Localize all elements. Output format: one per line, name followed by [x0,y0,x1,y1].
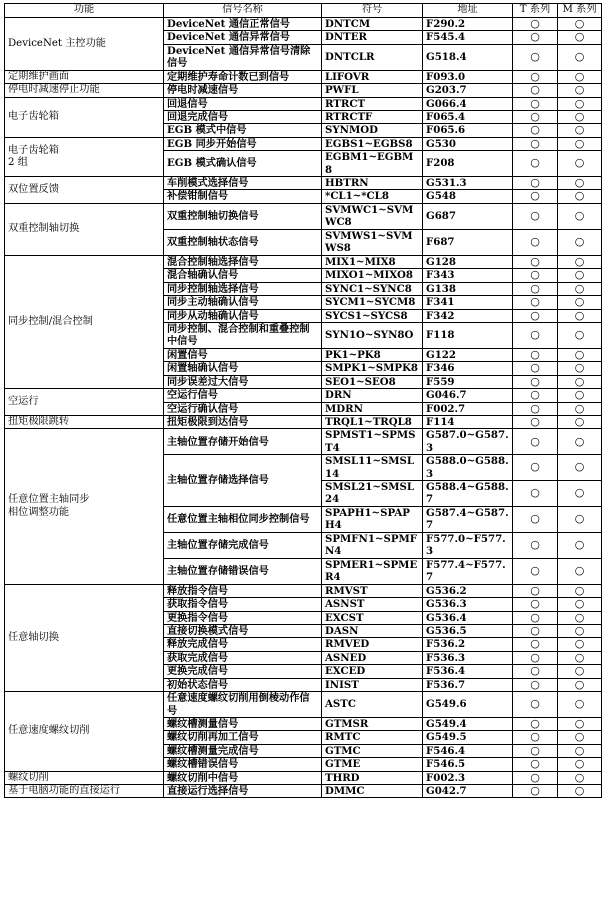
t-series-mark: ○ [513,137,558,150]
symbol-cell: ASTC [322,692,423,718]
m-series-mark: ○ [558,731,602,744]
address-cell: F546.5 [423,758,513,771]
table-row [5,177,602,190]
address-cell: G588.4~G588.7 [423,480,513,506]
t-series-mark: ○ [513,269,558,282]
signal-name-cell: 闲置轴确认信号 [164,362,322,375]
address-cell: G588.0~G588.3 [423,455,513,481]
address-cell: G536.2 [423,584,513,597]
signal-name-cell: 更换完成信号 [164,665,322,678]
t-series-mark: ○ [513,625,558,638]
function-cell: 停电时减速停止功能 [5,84,164,97]
symbol-cell: RMTC [322,731,423,744]
m-series-mark: ○ [558,151,602,177]
t-series-mark: ○ [513,203,558,229]
function-cell: DeviceNet 主控功能 [5,18,164,71]
signal-name-cell: 直接运行选择信号 [164,785,322,798]
address-cell: G687 [423,203,513,229]
m-series-mark: ○ [558,203,602,229]
signal-table [4,3,602,798]
signal-name-cell: 回退信号 [164,97,322,110]
address-cell: F002.3 [423,771,513,784]
m-series-mark: ○ [558,229,602,255]
symbol-cell: DRN [322,389,423,402]
t-series-mark: ○ [513,111,558,124]
t-series-mark: ○ [513,718,558,731]
function-cell: 同步控制/混合控制 [5,255,164,388]
m-series-mark: ○ [558,18,602,31]
table-row [5,389,602,402]
address-cell: F545.4 [423,31,513,44]
header-function: 功能 [5,4,164,18]
address-cell: G042.7 [423,785,513,798]
m-series-mark: ○ [558,402,602,415]
m-series-mark: ○ [558,70,602,83]
function-cell: 任意轴切换 [5,584,164,691]
t-series-mark: ○ [513,18,558,31]
signal-name-cell: EGB 模式中信号 [164,124,322,137]
m-series-mark: ○ [558,651,602,664]
t-series-mark: ○ [513,348,558,361]
symbol-cell: MDRN [322,402,423,415]
table-row [5,137,602,150]
m-series-mark: ○ [558,558,602,584]
header-m-series: M 系列 [558,4,602,18]
signal-name-cell: 补偿钳制信号 [164,190,322,203]
m-series-mark: ○ [558,415,602,428]
t-series-mark: ○ [513,31,558,44]
m-series-mark: ○ [558,598,602,611]
address-cell: F546.4 [423,744,513,757]
symbol-cell: GTME [322,758,423,771]
address-cell: F536.3 [423,651,513,664]
m-series-mark: ○ [558,84,602,97]
symbol-cell: ASNST [322,598,423,611]
address-cell: F118 [423,322,513,348]
table-row [5,692,602,718]
function-cell: 电子齿轮箱 2 组 [5,137,164,176]
header-address: 地址 [423,4,513,18]
t-series-mark: ○ [513,665,558,678]
m-series-mark: ○ [558,758,602,771]
function-cell: 任意速度螺纹切削 [5,692,164,772]
symbol-cell: THRD [322,771,423,784]
symbol-cell: DNTCLR [322,44,423,70]
function-cell: 扭矩极限跳转 [5,415,164,428]
t-series-mark: ○ [513,296,558,309]
t-series-mark: ○ [513,638,558,651]
m-series-mark: ○ [558,532,602,558]
signal-name-cell: 更换指令信号 [164,611,322,624]
address-cell: G203.7 [423,84,513,97]
t-series-mark: ○ [513,532,558,558]
symbol-cell: SPMST1~SPMST4 [322,429,423,455]
signal-name-cell: 同步控制、混合控制和重叠控制中信号 [164,322,322,348]
t-series-mark: ○ [513,255,558,268]
header-signal-name: 信号名称 [164,4,322,18]
symbol-cell: SPMER1~SPMER4 [322,558,423,584]
m-series-mark: ○ [558,625,602,638]
t-series-mark: ○ [513,151,558,177]
address-cell: G587.4~G587.7 [423,506,513,532]
address-cell: F536.7 [423,678,513,691]
address-cell: G066.4 [423,97,513,110]
address-cell: G128 [423,255,513,268]
address-cell: G549.6 [423,692,513,718]
address-cell: G536.5 [423,625,513,638]
symbol-cell: SMSL11~SMSL14 [322,455,423,481]
address-cell: G536.4 [423,611,513,624]
symbol-cell: HBTRN [322,177,423,190]
symbol-cell: EGBM1~EGBM8 [322,151,423,177]
header-t-series: T 系列 [513,4,558,18]
m-series-mark: ○ [558,375,602,388]
address-cell: G549.5 [423,731,513,744]
address-cell: F536.2 [423,638,513,651]
signal-name-cell: 螺纹槽测量信号 [164,718,322,731]
address-cell: F577.0~F577.3 [423,532,513,558]
signal-name-cell: 双重控制轴状态信号 [164,229,322,255]
symbol-cell: SPAPH1~SPAPH4 [322,506,423,532]
signal-name-cell: 直接切换模式信号 [164,625,322,638]
address-cell: G549.4 [423,718,513,731]
t-series-mark: ○ [513,480,558,506]
signal-name-cell: 混合控制轴选择信号 [164,255,322,268]
address-cell: G536.3 [423,598,513,611]
t-series-mark: ○ [513,282,558,295]
signal-name-cell: 主轴位置存储完成信号 [164,532,322,558]
symbol-cell: MIX1~MIX8 [322,255,423,268]
m-series-mark: ○ [558,124,602,137]
function-cell: 空运行 [5,389,164,416]
m-series-mark: ○ [558,269,602,282]
m-series-mark: ○ [558,190,602,203]
t-series-mark: ○ [513,322,558,348]
address-cell: G587.0~G587.3 [423,429,513,455]
signal-name-cell: DeviceNet 通信异常信号 [164,31,322,44]
address-cell: G531.3 [423,177,513,190]
symbol-cell: GTMSR [322,718,423,731]
symbol-cell: LIFOVR [322,70,423,83]
symbol-cell: EGBS1~EGBS8 [322,137,423,150]
address-cell: F114 [423,415,513,428]
address-cell: F559 [423,375,513,388]
m-series-mark: ○ [558,44,602,70]
address-cell: F065.4 [423,111,513,124]
symbol-cell: INIST [322,678,423,691]
signal-name-cell: 同步主动轴确认信号 [164,296,322,309]
t-series-mark: ○ [513,97,558,110]
signal-name-cell: 主轴位置存储选择信号 [164,455,322,507]
m-series-mark: ○ [558,638,602,651]
symbol-cell: SVMWS1~SVMWS8 [322,229,423,255]
symbol-cell: SMSL21~SMSL24 [322,480,423,506]
t-series-mark: ○ [513,309,558,322]
symbol-cell: RMVST [322,584,423,597]
table-row [5,785,602,798]
m-series-mark: ○ [558,31,602,44]
table-row [5,584,602,597]
address-cell: F342 [423,309,513,322]
t-series-mark: ○ [513,758,558,771]
t-series-mark: ○ [513,651,558,664]
signal-name-cell: DeviceNet 通信正常信号 [164,18,322,31]
m-series-mark: ○ [558,584,602,597]
signal-name-cell: 螺纹槽测量完成信号 [164,744,322,757]
symbol-cell: SYN1O~SYN8O [322,322,423,348]
address-cell: F065.6 [423,124,513,137]
signal-name-cell: 任意位置主轴相位同步控制信号 [164,506,322,532]
signal-name-cell: 扭矩极限到达信号 [164,415,322,428]
t-series-mark: ○ [513,402,558,415]
m-series-mark: ○ [558,137,602,150]
t-series-mark: ○ [513,229,558,255]
signal-name-cell: DeviceNet 通信异常信号清除信号 [164,44,322,70]
address-cell: F341 [423,296,513,309]
t-series-mark: ○ [513,611,558,624]
m-series-mark: ○ [558,111,602,124]
m-series-mark: ○ [558,678,602,691]
table-row [5,70,602,83]
signal-name-cell: 释放完成信号 [164,638,322,651]
symbol-cell: PK1~PK8 [322,348,423,361]
t-series-mark: ○ [513,785,558,798]
address-cell: G046.7 [423,389,513,402]
t-series-mark: ○ [513,506,558,532]
t-series-mark: ○ [513,744,558,757]
signal-name-cell: 回退完成信号 [164,111,322,124]
table-row [5,18,602,31]
signal-name-cell: 同步误差过大信号 [164,375,322,388]
header-row [5,4,602,18]
signal-name-cell: EGB 同步开始信号 [164,137,322,150]
t-series-mark: ○ [513,678,558,691]
signal-name-cell: 初始状态信号 [164,678,322,691]
signal-name-cell: 螺纹切削再加工信号 [164,731,322,744]
address-cell: G122 [423,348,513,361]
address-cell: G530 [423,137,513,150]
t-series-mark: ○ [513,362,558,375]
m-series-mark: ○ [558,322,602,348]
t-series-mark: ○ [513,692,558,718]
symbol-cell: EXCST [322,611,423,624]
m-series-mark: ○ [558,429,602,455]
table-row [5,771,602,784]
t-series-mark: ○ [513,389,558,402]
m-series-mark: ○ [558,744,602,757]
m-series-mark: ○ [558,718,602,731]
address-cell: F687 [423,229,513,255]
m-series-mark: ○ [558,282,602,295]
m-series-mark: ○ [558,480,602,506]
t-series-mark: ○ [513,124,558,137]
function-cell: 螺纹切削 [5,771,164,784]
address-cell: F290.2 [423,18,513,31]
signal-name-cell: 释放指令信号 [164,584,322,597]
symbol-cell: SMPK1~SMPK8 [322,362,423,375]
table-row [5,415,602,428]
t-series-mark: ○ [513,429,558,455]
symbol-cell: SEO1~SEO8 [322,375,423,388]
symbol-cell: DASN [322,625,423,638]
m-series-mark: ○ [558,785,602,798]
signal-name-cell: 同步控制轴选择信号 [164,282,322,295]
m-series-mark: ○ [558,255,602,268]
symbol-cell: DNTER [322,31,423,44]
function-cell: 任意位置主轴同步 相位调整功能 [5,429,164,584]
t-series-mark: ○ [513,731,558,744]
table-body [5,18,602,798]
signal-name-cell: 空运行确认信号 [164,402,322,415]
symbol-cell: SYCS1~SYCS8 [322,309,423,322]
t-series-mark: ○ [513,415,558,428]
m-series-mark: ○ [558,177,602,190]
m-series-mark: ○ [558,665,602,678]
m-series-mark: ○ [558,362,602,375]
m-series-mark: ○ [558,309,602,322]
address-cell: F577.4~F577.7 [423,558,513,584]
signal-name-cell: 螺纹槽错误信号 [164,758,322,771]
t-series-mark: ○ [513,44,558,70]
address-cell: F536.4 [423,665,513,678]
signal-name-cell: 空运行信号 [164,389,322,402]
t-series-mark: ○ [513,584,558,597]
signal-name-cell: 任意速度螺纹切削用倒棱动作信号 [164,692,322,718]
symbol-cell: RMVED [322,638,423,651]
m-series-mark: ○ [558,692,602,718]
m-series-mark: ○ [558,455,602,481]
symbol-cell: RTRCTF [322,111,423,124]
symbol-cell: RTRCT [322,97,423,110]
address-cell: G138 [423,282,513,295]
symbol-cell: SYCM1~SYCM8 [322,296,423,309]
signal-name-cell: 定期维护寿命计数已到信号 [164,70,322,83]
symbol-cell: SYNMOD [322,124,423,137]
address-cell: G548 [423,190,513,203]
header-symbol: 符号 [322,4,423,18]
signal-name-cell: EGB 模式确认信号 [164,151,322,177]
function-cell: 定期维护画面 [5,70,164,83]
symbol-cell: MIXO1~MIXO8 [322,269,423,282]
t-series-mark: ○ [513,84,558,97]
t-series-mark: ○ [513,70,558,83]
symbol-cell: *CL1~*CL8 [322,190,423,203]
address-cell: F343 [423,269,513,282]
symbol-cell: SYNC1~SYNC8 [322,282,423,295]
address-cell: G518.4 [423,44,513,70]
table-row [5,203,602,229]
t-series-mark: ○ [513,375,558,388]
m-series-mark: ○ [558,97,602,110]
symbol-cell: DNTCM [322,18,423,31]
signal-name-cell: 主轴位置存储错误信号 [164,558,322,584]
symbol-cell: SPMFN1~SPMFN4 [322,532,423,558]
signal-name-cell: 主轴位置存储开始信号 [164,429,322,455]
table-row [5,429,602,455]
signal-name-cell: 混合轴确认信号 [164,269,322,282]
function-cell: 双位置反馈 [5,177,164,204]
signal-name-cell: 螺纹切削中信号 [164,771,322,784]
t-series-mark: ○ [513,598,558,611]
function-cell: 电子齿轮箱 [5,97,164,137]
address-cell: F208 [423,151,513,177]
m-series-mark: ○ [558,771,602,784]
symbol-cell: SVMWC1~SVMWC8 [322,203,423,229]
symbol-cell: DMMC [322,785,423,798]
table-row [5,97,602,110]
t-series-mark: ○ [513,558,558,584]
address-cell: F093.0 [423,70,513,83]
signal-name-cell: 获取完成信号 [164,651,322,664]
function-cell: 双重控制轴切换 [5,203,164,255]
address-cell: F346 [423,362,513,375]
signal-name-cell: 停电时减速信号 [164,84,322,97]
signal-name-cell: 双重控制轴切换信号 [164,203,322,229]
m-series-mark: ○ [558,506,602,532]
signal-name-cell: 获取指令信号 [164,598,322,611]
m-series-mark: ○ [558,348,602,361]
signal-name-cell: 同步从动轴确认信号 [164,309,322,322]
function-cell: 基于电脑功能的直接运行 [5,785,164,798]
m-series-mark: ○ [558,611,602,624]
symbol-cell: EXCED [322,665,423,678]
m-series-mark: ○ [558,296,602,309]
t-series-mark: ○ [513,771,558,784]
symbol-cell: TRQL1~TRQL8 [322,415,423,428]
symbol-cell: ASNED [322,651,423,664]
symbol-cell: PWFL [322,84,423,97]
address-cell: F002.7 [423,402,513,415]
m-series-mark: ○ [558,389,602,402]
t-series-mark: ○ [513,190,558,203]
table-row [5,255,602,268]
t-series-mark: ○ [513,177,558,190]
symbol-cell: GTMC [322,744,423,757]
signal-name-cell: 闲置信号 [164,348,322,361]
t-series-mark: ○ [513,455,558,481]
table-row [5,84,602,97]
signal-name-cell: 车削模式选择信号 [164,177,322,190]
